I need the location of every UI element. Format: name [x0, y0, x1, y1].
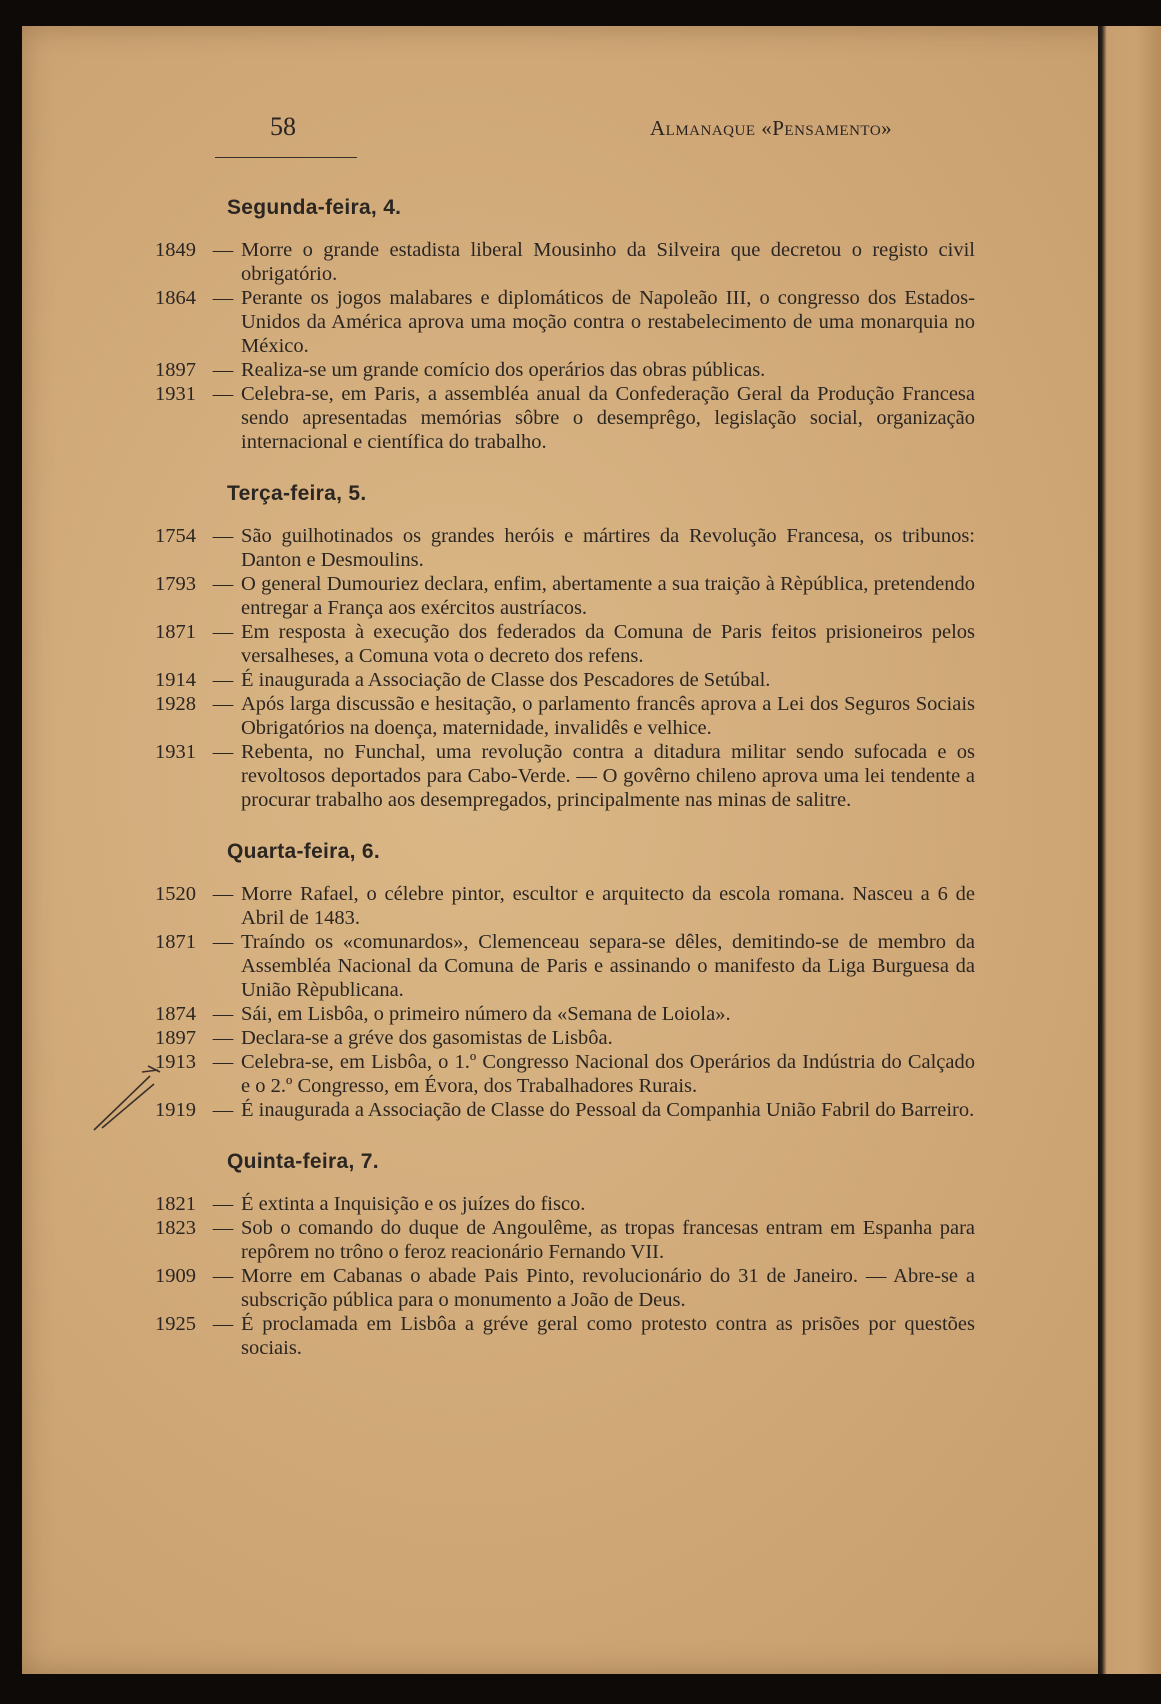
event-description: Realiza-se um grande comício dos operários das obras públicas. — [241, 359, 766, 381]
event-description: É proclamada em Lisbôa a gréve geral como protesto contra as prisões por questões sociais. — [241, 1313, 975, 1359]
event-year: 1871 — [155, 931, 196, 953]
event-description: Em resposta à execução dos federados da Comuna de Paris feitos prisioneiros pelos versalheses, a Comuna vota o decreto dos refens. — [241, 621, 975, 667]
event-description: O general Dumouriez declara, enfim, abertamente a sua traição à Rèpública, pretendendo entregar a França aos exércitos austríacos. — [241, 573, 975, 619]
em-dash: — — [212, 1217, 234, 1239]
event-description: Morre em Cabanas o abade Pais Pinto, revolucionário do 31 de Janeiro. — Abre-se a subscrição pública para o monumento a João de Deus. — [241, 1265, 975, 1311]
event-entry — [155, 1216, 975, 1264]
event-entry — [155, 286, 975, 358]
day-heading: Segunda-feira, 4. — [227, 196, 402, 219]
event-description: Morre o grande estadista liberal Mousinho da Silveira que decretou o registo civil obrigatório. — [241, 239, 975, 285]
event-entry — [155, 1026, 975, 1050]
event-entry — [155, 1312, 975, 1360]
em-dash: — — [212, 1313, 234, 1335]
event-entry — [155, 1264, 975, 1312]
event-entry — [155, 740, 975, 812]
pencil-annotation-mark — [92, 1062, 182, 1132]
em-dash: — — [212, 1099, 234, 1121]
event-entry — [155, 620, 975, 668]
event-entry — [155, 238, 975, 286]
em-dash: — — [212, 1051, 234, 1073]
page-number: 58 — [270, 112, 296, 141]
event-year: 1897 — [155, 359, 196, 381]
day-section — [155, 196, 975, 454]
event-entry — [155, 930, 975, 1002]
event-year: 1913 — [155, 1051, 196, 1073]
page-edge — [1098, 26, 1161, 1674]
event-description: Traíndo os «comunardos», Clemenceau separa-se dêles, demitindo-se de membro da Assembléa Nacional da Comuna de Paris e assinando o manifesto da Liga Burguesa da União Rèpublicana. — [241, 931, 975, 1001]
em-dash: — — [212, 669, 234, 691]
event-description: Perante os jogos malabares e diplomáticos de Napoleão III, o congresso dos Estados-Unidos da América aprova uma moção contra o restabelecimento de uma monarquia no México. — [241, 287, 975, 357]
event-year: 1928 — [155, 693, 196, 715]
em-dash: — — [212, 931, 234, 953]
em-dash: — — [212, 621, 234, 643]
event-year: 1919 — [155, 1099, 196, 1121]
event-description: Sob o comando do duque de Angoulême, as tropas francesas entram em Espanha para repôrem no trôno o feroz reacionário Fernando VII. — [241, 1217, 975, 1263]
event-description: É inaugurada a Associação de Classe do Pessoal da Companhia União Fabril do Barreiro. — [241, 1099, 975, 1121]
event-description: São guilhotinados os grandes heróis e mártires da Revolução Francesa, os tribunos: Danton e Desmoulins. — [241, 525, 975, 571]
event-year: 1874 — [155, 1003, 196, 1025]
event-year: 1914 — [155, 669, 196, 691]
event-entry — [155, 1192, 975, 1216]
em-dash: — — [212, 1193, 234, 1215]
event-description: Celebra-se, em Lisbôa, o 1.º Congresso Nacional dos Operários da Indústria do Calçado e o 2.º Congresso, em Évora, dos Trabalhadores Rurais. — [241, 1051, 975, 1097]
event-entry — [155, 572, 975, 620]
em-dash: — — [212, 693, 234, 715]
event-description: Após larga discussão e hesitação, o parlamento francês aprova a Lei dos Seguros Sociais Obrigatórios na doença, maternidade, invalidês e velhice. — [241, 693, 975, 739]
event-entry — [155, 382, 975, 454]
running-head: Almanaque «Pensamento» — [650, 116, 893, 140]
event-year: 1754 — [155, 525, 196, 547]
event-description: Celebra-se, em Paris, a assembléa anual da Confederação Geral da Produção Francesa sendo apresentadas memórias sôbre o desemprêgo, legislação social, organização internacional e científica do trabalho. — [241, 383, 975, 453]
event-year: 1925 — [155, 1313, 196, 1335]
event-year: 1821 — [155, 1193, 196, 1215]
em-dash: — — [212, 359, 234, 381]
page-header — [0, 112, 1161, 152]
day-section — [155, 1150, 975, 1360]
event-entry — [155, 1050, 975, 1098]
event-year: 1520 — [155, 883, 196, 905]
event-entry — [155, 1002, 975, 1026]
em-dash: — — [212, 1265, 234, 1287]
day-heading: Quarta-feira, 6. — [227, 840, 381, 863]
em-dash: — — [212, 883, 234, 905]
day-heading: Quinta-feira, 7. — [227, 1150, 379, 1173]
event-year: 1931 — [155, 383, 196, 405]
event-description: Morre Rafael, o célebre pintor, escultor e arquitecto da escola romana. Nasceu a 6 de Abril de 1483. — [241, 883, 975, 929]
em-dash: — — [212, 573, 234, 595]
event-year: 1909 — [155, 1265, 196, 1287]
event-entry — [155, 668, 975, 692]
event-description: Rebenta, no Funchal, uma revolução contra a ditadura militar sendo sufocada e os revoltosos deportados para Cabo-Verde. — O govêrno chileno aprova uma lei tendente a procurar trabalho aos desempregados, principalmente nas minas de salitre. — [241, 741, 975, 811]
event-entry — [155, 692, 975, 740]
em-dash: — — [212, 1027, 234, 1049]
event-entry — [155, 358, 975, 382]
event-year: 1931 — [155, 741, 196, 763]
em-dash: — — [212, 741, 234, 763]
em-dash: — — [212, 525, 234, 547]
event-year: 1864 — [155, 287, 196, 309]
em-dash: — — [212, 239, 234, 261]
event-entry — [155, 882, 975, 930]
event-description: Declara-se a gréve dos gasomistas de Lisbôa. — [241, 1027, 613, 1049]
event-description: Sái, em Lisbôa, o primeiro número da «Semana de Loiola». — [241, 1003, 731, 1025]
almanac-content — [155, 196, 975, 1388]
event-year: 1793 — [155, 573, 196, 595]
event-year: 1823 — [155, 1217, 196, 1239]
day-heading: Terça-feira, 5. — [227, 482, 367, 505]
event-entry — [155, 524, 975, 572]
event-description: É inaugurada a Associação de Classe dos Pescadores de Setúbal. — [241, 669, 771, 691]
header-rule — [215, 157, 357, 158]
day-section — [155, 482, 975, 812]
event-year: 1897 — [155, 1027, 196, 1049]
em-dash: — — [212, 1003, 234, 1025]
event-description: É extinta a Inquisição e os juízes do fisco. — [241, 1193, 586, 1215]
em-dash: — — [212, 287, 234, 309]
event-entry — [155, 1098, 975, 1122]
event-year: 1849 — [155, 239, 196, 261]
day-section — [155, 840, 975, 1122]
event-year: 1871 — [155, 621, 196, 643]
em-dash: — — [212, 383, 234, 405]
